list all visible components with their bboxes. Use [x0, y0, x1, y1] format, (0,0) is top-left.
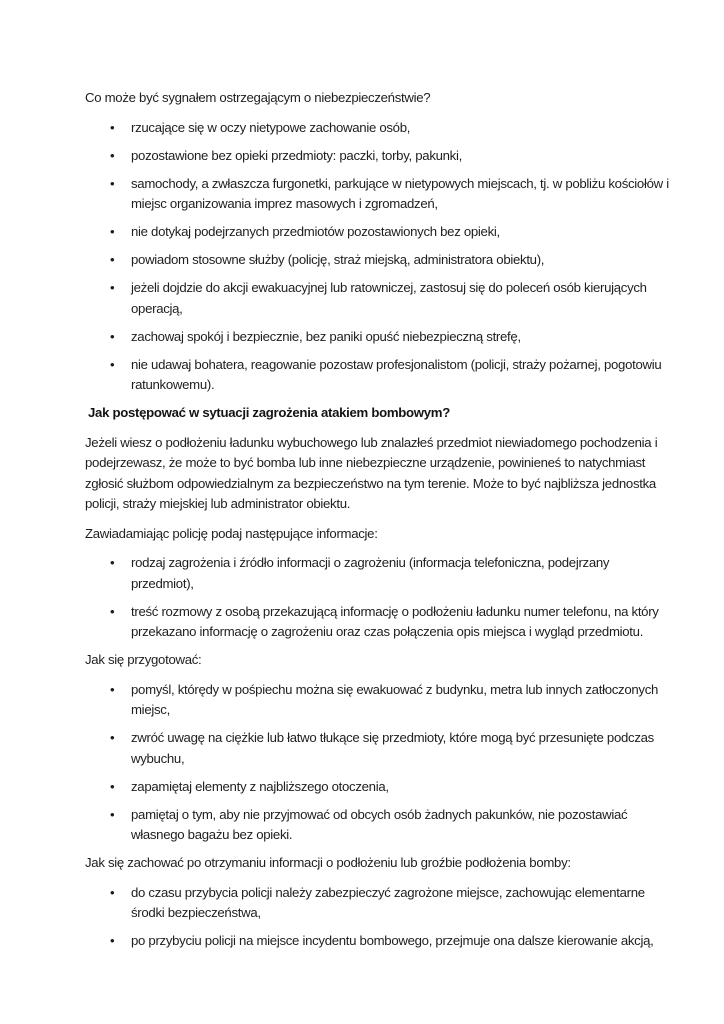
list-item	[110, 327, 669, 348]
bullet-icon: •	[110, 778, 115, 794]
list-item-text: rzucające się w oczy nietypowe zachowanie osób,	[131, 119, 411, 135]
bullet-icon: •	[110, 933, 115, 948]
paragraph-how-to-prepare: Jak się przygotować:	[85, 652, 202, 667]
list-item-text: powiadom stosowne służby (policję, straż miejską, administratora obiektu),	[131, 252, 545, 267]
list-item	[110, 777, 669, 798]
section-heading-bomb-threat: Jak postępować w sytuacji zagrożenia atakiem bombowym?	[88, 405, 450, 420]
list-item-text: zwróć uwagę na ciężkie lub łatwo tłukące się przedmioty, które mogą być przesunięte podczas wybuchu,	[131, 730, 654, 766]
list-item-text: treść rozmowy z osobą przekazującą informację o podłożeniu ładunku numer telefonu, na który przekazano informację o zagrożeniu oraz czas połączenia opis miejsca i wygląd przedmiotu.	[131, 603, 659, 639]
paragraph-how-to-behave: Jak się zachować po otrzymaniu informacji o podłożeniu lub groźbie podłożenia bomby:	[85, 855, 571, 870]
list-item	[110, 883, 669, 924]
bullet-icon: •	[110, 224, 115, 239]
list-item	[110, 118, 669, 139]
list-item	[110, 602, 669, 643]
paragraph-bomb-threat: Jeżeli wiesz o podłożeniu ładunku wybuchowego lub znalazłeś przedmiot niewiadomego pochodzenia i podejrzewasz, że może to być bomba lub inne niebezpieczne urządzenie, powinieneś to natychmiast zgłosić służbom odpowiedzialnym za bezpieczeństwo na tym terenie. Może to być najbliższa jednostka policji, straży miejskiej lub administrator obiektu.	[85, 434, 658, 511]
bullet-icon: •	[110, 806, 115, 822]
list-item-text: pomyśl, którędy w pośpiechu można się ewakuować z budynku, metra lub innych zatłoczonych miejsc,	[131, 681, 659, 717]
bullet-icon: •	[110, 328, 115, 344]
list-item-text: jeżeli dojdzie do akcji ewakuacyjnej lub ratowniczej, zastosuj się do poleceń osób kierujących operacją,	[131, 280, 647, 316]
behave-list	[85, 883, 669, 952]
bullet-icon: •	[110, 884, 115, 900]
list-item-text: samochody, a zwłaszcza furgonetki, parkujące w nietypowych miejscach, tj. w pobliżu kościołów i miejsc organizowania imprez masowych i zgromadzeń,	[131, 175, 669, 211]
list-item	[110, 222, 669, 243]
bullet-icon: •	[110, 555, 115, 570]
list-item	[110, 146, 669, 167]
bullet-icon: •	[110, 119, 115, 135]
bullet-icon: •	[110, 681, 115, 697]
list-item	[110, 355, 669, 396]
bullet-icon: •	[110, 147, 115, 163]
list-item	[110, 553, 669, 594]
bullet-icon: •	[110, 175, 115, 191]
list-item-text: pozostawione bez opieki przedmioty: paczki, torby, pakunki,	[131, 147, 462, 163]
list-item-text: po przybyciu policji na miejsce incydentu bombowego, przejmuje ona dalsze kierowanie akcją,	[131, 933, 654, 948]
list-item-text: nie udawaj bohatera, reagowanie pozostaw profesjonalistom (policji, straży pożarnej, pogotowiu ratunkowemu).	[131, 356, 662, 392]
prepare-list	[85, 680, 669, 846]
bullet-icon: •	[110, 356, 115, 372]
list-item-text: rodzaj zagrożenia i źródło informacji o zagrożeniu (informacja telefoniczna, podejrzany przedmiot),	[131, 555, 610, 591]
warning-signs-list	[85, 118, 669, 396]
list-item	[110, 174, 669, 215]
bullet-icon: •	[110, 730, 115, 745]
list-item	[110, 931, 669, 952]
bullet-icon: •	[110, 280, 115, 295]
list-item	[110, 805, 669, 846]
bullet-icon: •	[110, 252, 115, 267]
list-item-text: zapamiętaj elementy z najbliższego otoczenia,	[131, 778, 389, 794]
list-item-text: zachowaj spokój i bezpiecznie, bez paniki opuść niebezpieczną strefę,	[131, 328, 521, 344]
list-item-text: nie dotykaj podejrzanych przedmiotów pozostawionych bez opieki,	[131, 224, 500, 239]
list-item-text: pamiętaj o tym, aby nie przyjmować od obcych osób żadnych pakunków, nie pozostawiać własnego bagażu bez opieki.	[131, 806, 628, 842]
document-body	[85, 88, 669, 952]
list-item	[110, 250, 669, 271]
notify-info-list	[85, 553, 669, 643]
question-warning-signs: Co może być sygnałem ostrzegającym o niebezpieczeństwie?	[85, 90, 431, 105]
list-item	[110, 680, 669, 721]
list-item-text: do czasu przybycia policji należy zabezpieczyć zagrożone miejsce, zachowując elementarne środki bezpieczeństwa,	[131, 884, 645, 920]
paragraph-notify-police: Zawiadamiając policję podaj następujące informacje:	[85, 525, 378, 541]
list-item	[110, 728, 669, 769]
list-item	[110, 278, 669, 319]
bullet-icon: •	[110, 603, 115, 619]
